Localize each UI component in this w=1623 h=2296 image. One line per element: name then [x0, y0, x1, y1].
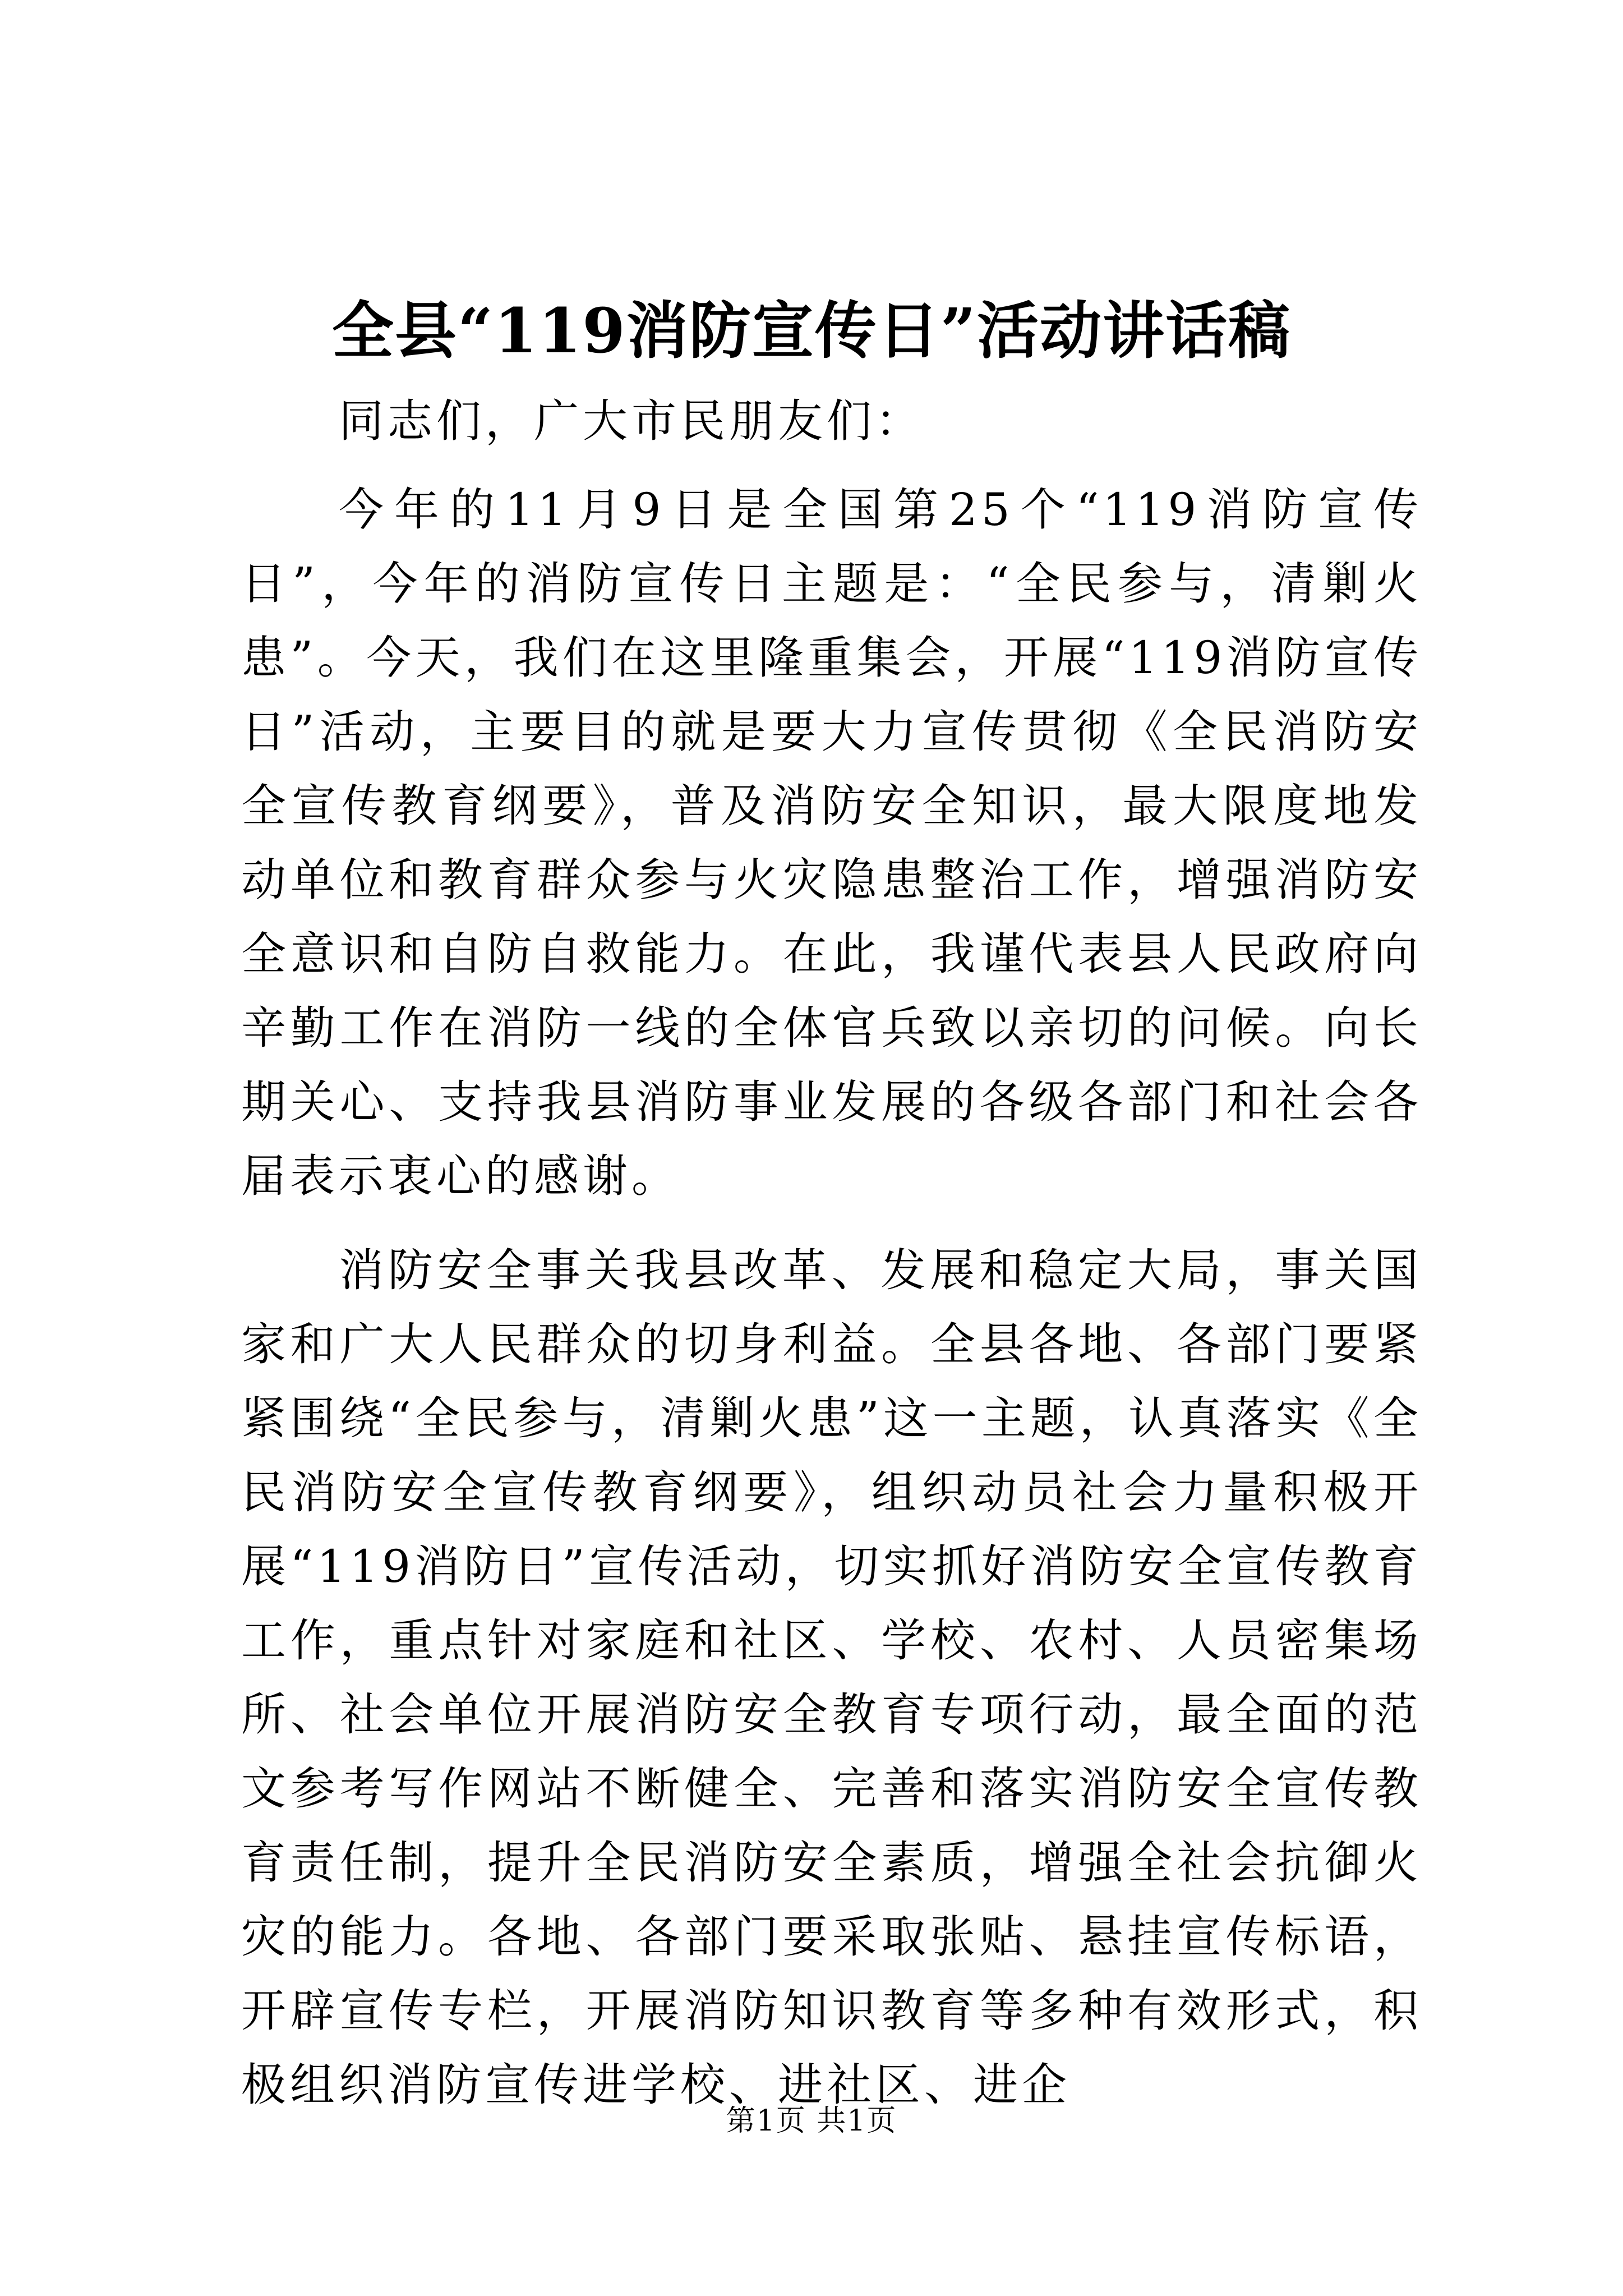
paragraph-2: 消防安全事关我县改革、发展和稳定大局，事关国家和广大人民群众的切身利益。全县各地、各部门要紧紧围绕“全民参与，清剿火患”这一主题，认真落实《全民消防安全宣传教育纲要》，组织动员社会力量积极开展“119消防日”宣传活动，切实抓好消防安全宣传教育工作，重点针对家庭和社区、学校、农村、人员密集场所、社会单位开展消防安全教育专项行动，最全面的范文参考写作网站不断健全、完善和落实消防安全宣传教育责任制，提升全民消防安全素质，增强全社会抗御火灾的能力。各地、各部门要采取张贴、悬挂宣传标语，开辟宣传专栏，开展消防知识教育等多种有效形式，积极组织消防宣传进学校、进社区、进企	[241, 1244, 1422, 2111]
page-footer: 第1页 共1页	[726, 2104, 897, 2138]
document-title: 全县“119消防宣传日”活动讲话稿	[331, 295, 1292, 367]
paragraph-1: 今年的11月9日是全国第25个“119消防宣传日”，今年的消防宣传日主题是：“全民参与，清剿火患”。今天，我们在这里隆重集会，开展“119消防宣传日”活动，主要目的就是要大力宣传贯彻《全民消防安全宣传教育纲要》，普及消防安全知识，最大限度地发动单位和教育群众参与火灾隐患整治工作，增强消防安全意识和自防自救能力。在此，我谨代表县人民政府向辛勤工作在消防一线的全体官兵致以亲切的问候。向长期关心、支持我县消防事业发展的各级各部门和社会各届表示衷心的感谢。	[241, 484, 1422, 1202]
greeting-line: 同志们，广大市民朋友们：	[339, 395, 924, 447]
document-body	[241, 384, 1422, 2142]
